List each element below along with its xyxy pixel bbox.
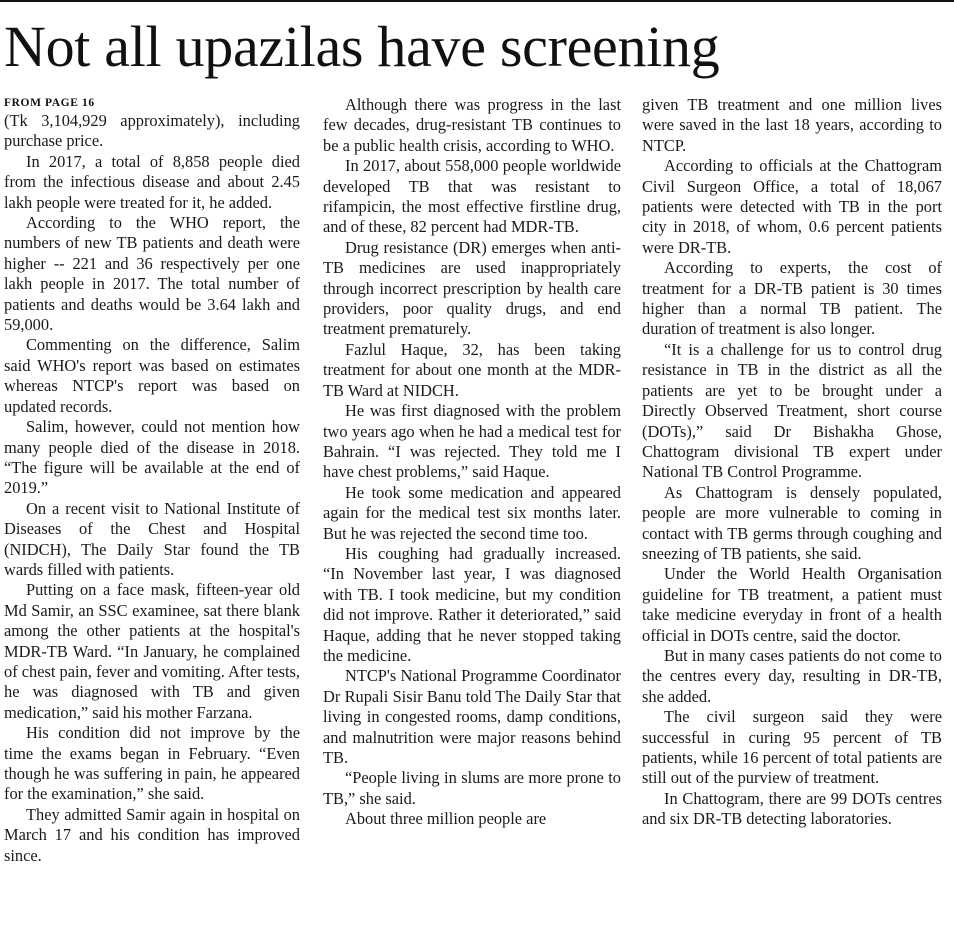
- paragraph: Commenting on the difference, Salim said WHO's report was based on estimates whereas NTCP's report was based on updated records.: [4, 335, 300, 416]
- paragraph: Under the World Health Organisation guideline for TB treatment, a patient must take medicine everyday in front of a health official in DOTs centre, said the doctor.: [642, 564, 942, 645]
- paragraph: According to experts, the cost of treatment for a DR-TB patient is 30 times higher than a normal TB patient. The duration of treatment is also longer.: [642, 258, 942, 339]
- paragraph: (Tk 3,104,929 approximately), including purchase price.: [4, 111, 300, 151]
- paragraph: About three million people are: [345, 809, 547, 829]
- paragraph: As Chattogram is densely populated, people are more vulnerable to coming in contact with TB germs through coughing and sneezing of TB patients, she said.: [642, 482, 942, 563]
- paragraph: They admitted Samir again in hospital on March 17 and his condition has improved since.: [4, 804, 300, 865]
- paragraph: His coughing had gradually increased. “In November last year, I was diagnosed with TB. I took medicine, but my condition did not improve. Rather it deteriorated,” said Haque, adding that he never stopped taking the medicine.: [323, 543, 621, 665]
- paragraph: He took some medication and appeared again for the medical test six months later. But he was rejected the second time too.: [323, 482, 621, 543]
- paragraph: The civil surgeon said they were successful in curing 95 percent of TB patients, while 16 percent of total patients are still out of the purview of treatment.: [642, 707, 942, 788]
- paragraph: “People living in slums are more prone to TB,” she said.: [323, 768, 621, 808]
- paragraph: Although there was progress in the last few decades, drug-resistant TB continues to be a public health crisis, according to WHO.: [323, 95, 621, 155]
- article-column-1: [4, 95, 300, 937]
- paragraph: According to officials at the Chattogram Civil Surgeon Office, a total of 18,067 patients were detected with TB in the port city in 2018, of whom, 0.6 percent patients were DR-TB.: [642, 156, 942, 257]
- paragraph: His condition did not improve by the time the exams began in February. “Even though he was suffering in pain, he appeared for the examination,” she said.: [4, 723, 300, 804]
- paragraph: But in many cases patients do not come to the centres every day, resulting in DR-TB, she added.: [642, 645, 942, 706]
- paragraph: given TB treatment and one million lives were saved in the last 18 years, according to NTCP.: [642, 95, 942, 155]
- continued-from-label: FROM PAGE 16: [4, 97, 95, 109]
- paragraph: “It is a challenge for us to control drug resistance in TB in the district as all the patients are yet to be brought under a Directly Observed Treatment, short course (DOTs),” said Dr Bishakha Ghose, Chattogram divisional TB expert under National TB Control Programme.: [642, 339, 942, 482]
- article-column-2: [323, 95, 621, 937]
- paragraph: In 2017, a total of 8,858 people died from the infectious disease and about 2.45 lakh people were treated for it, he added.: [4, 151, 300, 212]
- paragraph: He was first diagnosed with the problem two years ago when he had a medical test for Bahrain. “I was rejected. They told me I have chest problems,” said Haque.: [323, 401, 621, 482]
- paragraph: On a recent visit to National Institute of Diseases of the Chest and Hospital (NIDCH), The Daily Star found the TB wards filled with patients.: [4, 498, 300, 579]
- paragraph: Salim, however, could not mention how many people died of the disease in 2018. “The figure will be available at the end of 2019.”: [4, 417, 300, 498]
- article-column-3: [642, 95, 942, 937]
- paragraph: According to the WHO report, the numbers of new TB patients and death were higher -- 221 and 36 respectively per one lakh people in 2017. The total number of patients and deaths would be 3.64 lakh and 59,000.: [4, 213, 300, 335]
- paragraph: Putting on a face mask, fifteen-year old Md Samir, an SSC examinee, sat there blank among the other patients at the hospital's MDR-TB Ward. “In January, he complained of chest pain, fever and vomiting. After tests, he was diagnosed with TB and given medication,” said his mother Farzana.: [4, 580, 300, 722]
- top-rule: [0, 0, 954, 2]
- paragraph: Fazlul Haque, 32, has been taking treatment for about one month at the MDR-TB Ward at NIDCH.: [323, 339, 621, 400]
- paragraph: NTCP's National Programme Coordinator Dr Rupali Sisir Banu told The Daily Star that living in congested rooms, damp conditions, and malnutrition were major reasons behind TB.: [323, 666, 621, 767]
- paragraph: Drug resistance (DR) emerges when anti-TB medicines are used inappropriately through incorrect prescription by health care providers, poor quality drugs, and end treatment prematurely.: [323, 237, 621, 339]
- headline: Not all upazilas have screening: [4, 14, 720, 79]
- paragraph: In 2017, about 558,000 people worldwide developed TB that was resistant to rifampicin, the most effective firstline drug, and of these, 82 percent had MDR-TB.: [323, 156, 621, 237]
- paragraph: In Chattogram, there are 99 DOTs centres and six DR-TB detecting laboratories.: [642, 788, 942, 829]
